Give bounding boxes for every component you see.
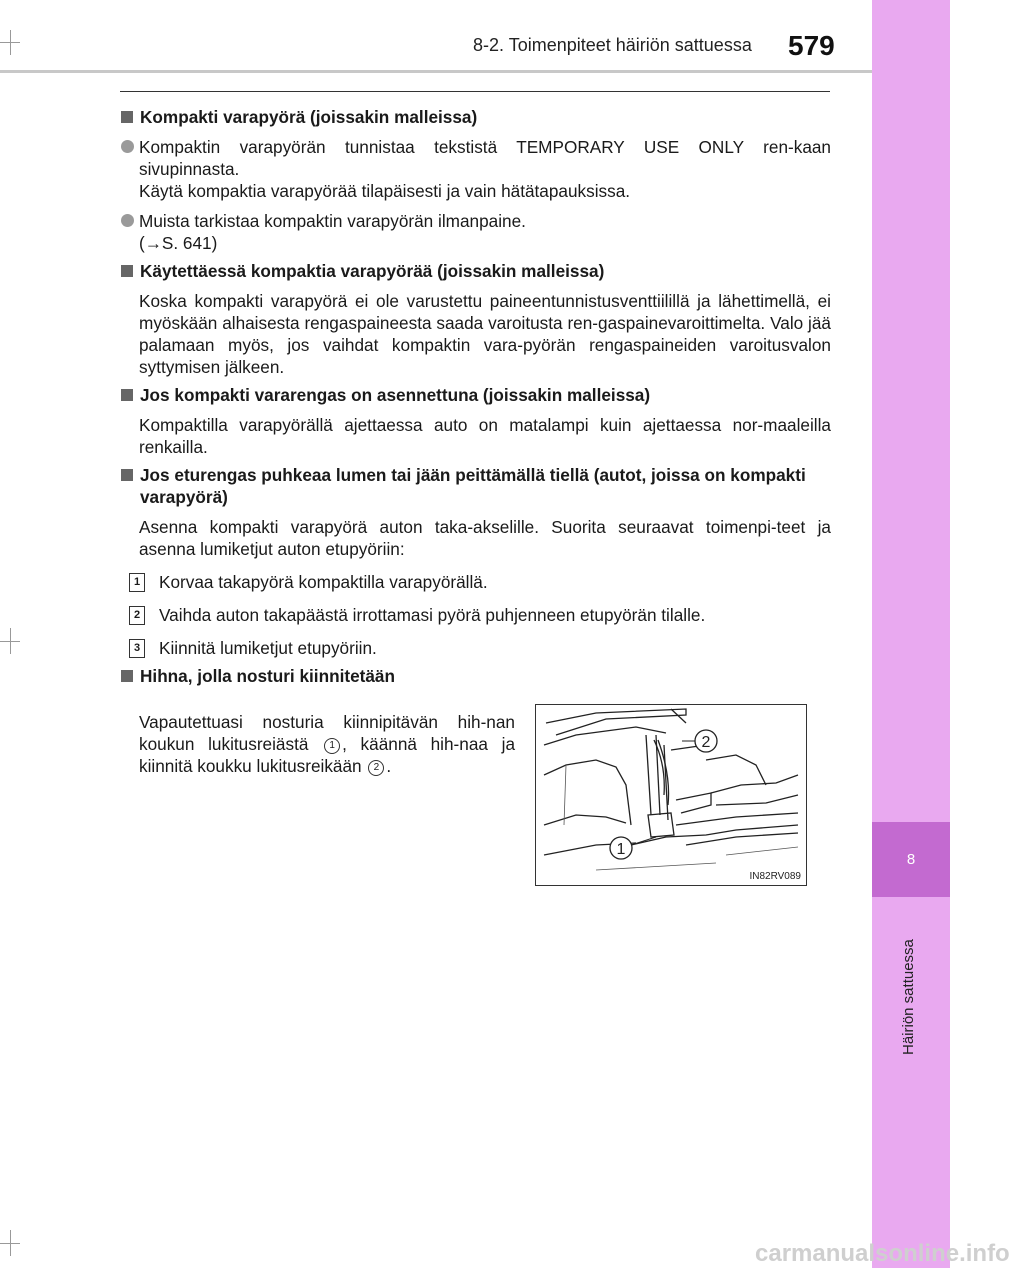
chapter-tab-strip (872, 0, 950, 1268)
page-number: 579 (788, 30, 835, 61)
bullet-dot-icon (121, 140, 134, 153)
paragraph (121, 290, 831, 378)
callout-label-2: 2 (701, 734, 711, 751)
step-item (121, 637, 831, 659)
step-number-box: 2 (129, 606, 145, 625)
paragraph (121, 414, 831, 458)
heading-text: Jos kompakti vararengas on asennettuna (joissakin malleissa) (140, 385, 651, 405)
bullet-text: Käytä kompaktia varapyörää tilapäisesti ja vain hätätapauksissa. (139, 181, 631, 201)
step-text: Vaihda auton takapäästä irrottamasi pyörä puhjenneen etupyörän tilalle. (159, 605, 706, 625)
jack-strap-illustration (535, 704, 807, 886)
section-heading (121, 665, 831, 687)
step-number-box: 1 (129, 573, 145, 592)
heading-text: Hihna, jolla nosturi kiinnitetään (140, 666, 395, 686)
step-item (121, 604, 831, 626)
callout-marker-2: 2 (368, 760, 384, 776)
chapter-number: 8 (906, 851, 916, 868)
crop-mark (10, 628, 11, 654)
paragraph-text: Asenna kompakti varapyörä auton taka-akselille. Suorita seuraavat toimenpi-teet ja asenna lumiketjut auton etupyöriin: (139, 517, 831, 559)
heading-text: Jos eturengas puhkeaa lumen tai jään peittämällä tiellä (autot, joissa on kompakti varapyörä) (140, 465, 806, 507)
header-band (0, 70, 872, 73)
heading-square-icon (121, 469, 133, 481)
header-rule (120, 91, 830, 92)
paragraph-text: Kompaktilla varapyörällä ajettaessa auto on matalampi kuin ajettaessa nor-maaleilla renkailla. (139, 415, 831, 457)
page-content (121, 100, 831, 777)
step-text: Kiinnitä lumiketjut etupyöriin. (159, 638, 377, 658)
bullet-item (121, 210, 831, 254)
heading-square-icon (121, 389, 133, 401)
crop-mark (10, 30, 11, 55)
bullet-text: Muista tarkistaa kompaktin varapyörän ilmanpaine. (139, 211, 526, 231)
section-heading (121, 260, 831, 282)
step-item (121, 571, 831, 593)
paragraph-text: Vapautettuasi nosturia kiinnipitävän hih-nan koukun lukitusreiästä 1 , käännä hih-naa ja kiinnitä koukku lukitusreikään 2 . (139, 712, 515, 776)
section-heading (121, 384, 831, 406)
running-header: 8-2. Toimenpiteet häiriön sattuessa (473, 35, 752, 55)
chapter-title: Häiriön sattuessa (900, 939, 917, 1055)
heading-square-icon (121, 111, 133, 123)
heading-square-icon (121, 265, 133, 277)
heading-text: Käytettäessä kompaktia varapyörää (joissakin malleissa) (140, 261, 605, 281)
figure-code: IN82RV089 (749, 871, 801, 882)
heading-square-icon (121, 670, 133, 682)
callout-marker-1: 1 (324, 738, 340, 754)
page-reference: (→S. 641) (139, 233, 218, 253)
watermark: carmanualsonline.info (755, 1240, 1010, 1267)
bullet-item (121, 136, 831, 202)
heading-text: Kompakti varapyörä (joissakin malleissa) (140, 107, 478, 127)
chapter-number-tab (872, 822, 950, 897)
step-number-box: 3 (129, 639, 145, 658)
section-heading (121, 106, 831, 128)
paragraph-text: Koska kompakti varapyörä ei ole varustettu paineentunnistusventtiilillä ja lähettimellä, ei myöskään alhaisesta rengaspaineesta saada varoitusta ren-gaspainevaroittimelta. Valo jää palamaan myös, jos vaihdat kompaktin vara-pyörän rengaspaineiden varoitusvalon syttymisen jälkeen. (139, 291, 831, 377)
bullet-dot-icon (121, 214, 134, 227)
section-heading (121, 464, 831, 508)
paragraph (121, 516, 831, 560)
chapter-title-tab (880, 905, 917, 1065)
callout-label-1: 1 (616, 841, 626, 858)
step-text: Korvaa takapyörä kompaktilla varapyörällä. (159, 572, 488, 592)
crop-mark (10, 1230, 11, 1256)
illustration-drawing (536, 705, 806, 885)
bullet-text: Kompaktin varapyörän tunnistaa tekstistä TEMPORARY USE ONLY ren-kaan sivupinnasta. (139, 137, 831, 179)
